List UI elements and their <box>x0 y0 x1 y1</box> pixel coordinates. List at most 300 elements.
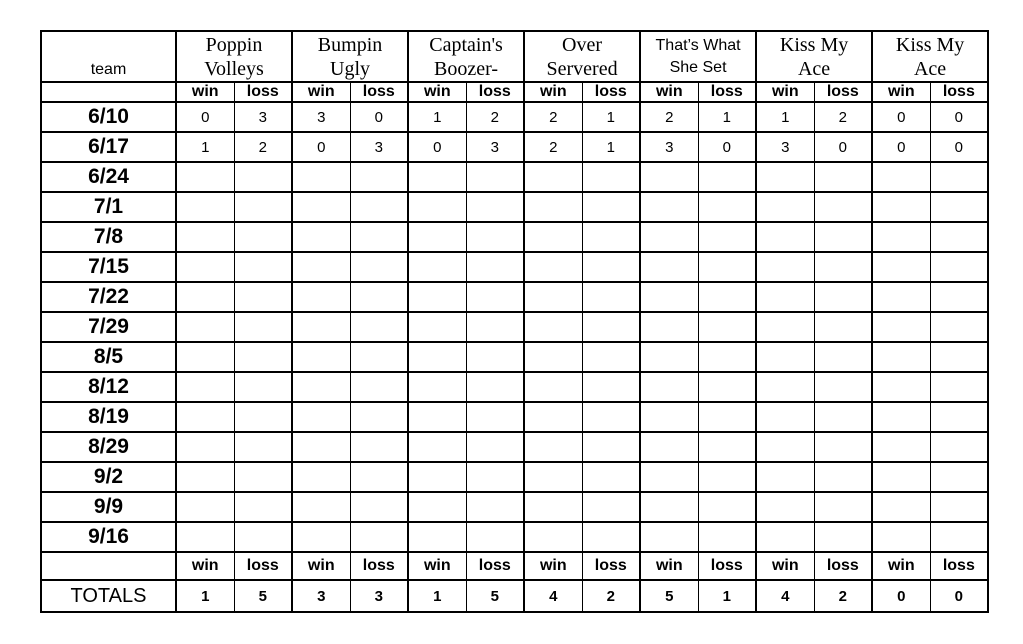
loss-cell[interactable] <box>930 402 988 432</box>
win-cell[interactable] <box>292 312 350 342</box>
win-column-header: win <box>640 82 698 102</box>
win-cell[interactable] <box>756 312 814 342</box>
week-date: 6/10 <box>41 102 176 132</box>
win-cell[interactable] <box>640 162 698 192</box>
loss-cell[interactable] <box>814 462 872 492</box>
win-column-header: win <box>756 552 814 580</box>
loss-cell[interactable] <box>466 222 524 252</box>
loss-cell[interactable] <box>930 192 988 222</box>
loss-cell[interactable] <box>698 222 756 252</box>
win-cell[interactable] <box>872 282 930 312</box>
loss-cell[interactable] <box>350 522 408 552</box>
loss-cell[interactable] <box>350 402 408 432</box>
loss-column-header: loss <box>350 82 408 102</box>
win-cell[interactable] <box>408 432 466 462</box>
win-cell[interactable] <box>524 462 582 492</box>
win-cell[interactable] <box>292 252 350 282</box>
win-cell[interactable] <box>756 462 814 492</box>
win-cell[interactable] <box>756 372 814 402</box>
loss-cell[interactable] <box>814 402 872 432</box>
loss-cell[interactable] <box>466 402 524 432</box>
win-cell[interactable] <box>524 372 582 402</box>
loss-cell[interactable] <box>930 372 988 402</box>
loss-cell[interactable] <box>930 312 988 342</box>
week-row <box>41 432 988 462</box>
loss-cell[interactable] <box>582 252 640 282</box>
loss-cell[interactable] <box>814 342 872 372</box>
win-cell[interactable] <box>292 222 350 252</box>
win-cell[interactable] <box>640 492 698 522</box>
win-cell[interactable] <box>292 372 350 402</box>
loss-cell[interactable] <box>466 342 524 372</box>
team-name-line: Kiss My <box>895 33 965 56</box>
team-name <box>177 33 291 81</box>
team-name <box>873 33 987 81</box>
win-cell[interactable] <box>872 462 930 492</box>
loss-cell[interactable] <box>814 432 872 462</box>
loss-cell[interactable] <box>698 372 756 402</box>
team-header-2 <box>292 31 408 82</box>
loss-cell[interactable] <box>814 312 872 342</box>
total-win-cell: 3 <box>292 580 350 612</box>
loss-cell[interactable] <box>930 252 988 282</box>
loss-cell[interactable] <box>698 402 756 432</box>
loss-column-header: loss <box>814 552 872 580</box>
standings-table <box>40 30 989 613</box>
win-cell[interactable] <box>872 162 930 192</box>
win-column-header: win <box>872 82 930 102</box>
win-cell[interactable] <box>408 192 466 222</box>
week-date: 8/5 <box>41 342 176 372</box>
win-cell[interactable] <box>408 252 466 282</box>
loss-cell[interactable] <box>350 342 408 372</box>
win-cell[interactable] <box>176 162 234 192</box>
win-cell[interactable] <box>292 162 350 192</box>
total-win-cell: 1 <box>176 580 234 612</box>
loss-column-header: loss <box>234 552 292 580</box>
team-name-line: Bumpin <box>317 33 383 56</box>
team-name <box>525 33 639 81</box>
loss-cell[interactable] <box>234 222 292 252</box>
win-cell[interactable] <box>640 192 698 222</box>
team-header-3 <box>408 31 524 82</box>
loss-cell[interactable] <box>582 402 640 432</box>
loss-cell[interactable] <box>582 342 640 372</box>
loss-cell[interactable]: 0 <box>814 132 872 162</box>
week-date: 7/8 <box>41 222 176 252</box>
win-cell[interactable] <box>640 402 698 432</box>
week-row <box>41 162 988 192</box>
week-date: 7/1 <box>41 192 176 222</box>
loss-cell[interactable] <box>930 162 988 192</box>
win-cell[interactable] <box>640 522 698 552</box>
win-cell[interactable] <box>408 372 466 402</box>
total-loss-cell: 5 <box>234 580 292 612</box>
win-cell[interactable] <box>640 282 698 312</box>
loss-cell[interactable] <box>814 522 872 552</box>
win-cell[interactable] <box>756 522 814 552</box>
win-column-header: win <box>408 82 466 102</box>
win-cell[interactable] <box>640 312 698 342</box>
loss-cell[interactable] <box>466 162 524 192</box>
week-date: 9/9 <box>41 492 176 522</box>
total-loss-cell: 3 <box>350 580 408 612</box>
team-name-line: Servered <box>546 57 618 80</box>
total-win-cell: 4 <box>524 580 582 612</box>
total-loss-cell: 5 <box>466 580 524 612</box>
week-row <box>41 522 988 552</box>
win-cell[interactable] <box>640 372 698 402</box>
win-cell[interactable] <box>640 222 698 252</box>
header-blank-cell <box>41 82 176 102</box>
win-cell[interactable] <box>176 432 234 462</box>
week-row <box>41 102 988 132</box>
loss-cell[interactable]: 1 <box>582 132 640 162</box>
win-cell[interactable] <box>408 462 466 492</box>
loss-cell[interactable] <box>466 432 524 462</box>
loss-cell[interactable]: 3 <box>234 102 292 132</box>
loss-column-header: loss <box>350 552 408 580</box>
loss-cell[interactable] <box>582 462 640 492</box>
loss-cell[interactable] <box>698 192 756 222</box>
win-cell[interactable] <box>756 432 814 462</box>
win-cell[interactable] <box>872 372 930 402</box>
loss-cell[interactable] <box>350 192 408 222</box>
loss-cell[interactable] <box>350 492 408 522</box>
loss-cell[interactable] <box>234 462 292 492</box>
week-row <box>41 222 988 252</box>
week-date: 9/16 <box>41 522 176 552</box>
win-column-header: win <box>292 82 350 102</box>
loss-cell[interactable] <box>234 372 292 402</box>
win-column-header: win <box>524 552 582 580</box>
loss-column-header: loss <box>582 82 640 102</box>
loss-column-header: loss <box>698 82 756 102</box>
total-loss-cell: 0 <box>930 580 988 612</box>
win-cell[interactable] <box>176 402 234 432</box>
win-cell[interactable] <box>524 342 582 372</box>
win-cell[interactable] <box>640 342 698 372</box>
team-name <box>409 33 523 81</box>
loss-cell[interactable] <box>582 312 640 342</box>
loss-cell[interactable] <box>350 372 408 402</box>
win-cell[interactable] <box>872 492 930 522</box>
loss-cell[interactable] <box>814 492 872 522</box>
loss-cell[interactable] <box>698 282 756 312</box>
week-row <box>41 192 988 222</box>
total-win-cell: 4 <box>756 580 814 612</box>
loss-column-header: loss <box>466 82 524 102</box>
loss-cell[interactable] <box>698 312 756 342</box>
total-loss-cell: 2 <box>582 580 640 612</box>
loss-cell[interactable]: 0 <box>930 102 988 132</box>
win-cell[interactable]: 0 <box>872 132 930 162</box>
loss-cell[interactable] <box>582 282 640 312</box>
loss-cell[interactable]: 0 <box>350 102 408 132</box>
win-cell[interactable] <box>524 282 582 312</box>
win-cell[interactable] <box>524 492 582 522</box>
loss-cell[interactable] <box>698 432 756 462</box>
win-cell[interactable] <box>756 162 814 192</box>
win-cell[interactable] <box>872 192 930 222</box>
loss-cell[interactable] <box>930 492 988 522</box>
loss-column-header: loss <box>930 552 988 580</box>
loss-cell[interactable] <box>234 282 292 312</box>
win-cell[interactable] <box>640 432 698 462</box>
win-cell[interactable] <box>292 492 350 522</box>
win-column-header: win <box>292 552 350 580</box>
loss-cell[interactable] <box>698 252 756 282</box>
win-cell[interactable] <box>292 402 350 432</box>
win-cell[interactable] <box>756 282 814 312</box>
win-cell[interactable] <box>872 402 930 432</box>
loss-cell[interactable] <box>930 342 988 372</box>
week-date: 7/29 <box>41 312 176 342</box>
win-cell[interactable]: 1 <box>176 132 234 162</box>
week-row <box>41 282 988 312</box>
win-column-header: win <box>756 82 814 102</box>
win-cell[interactable] <box>524 252 582 282</box>
loss-cell[interactable] <box>466 282 524 312</box>
week-row <box>41 492 988 522</box>
loss-cell[interactable] <box>930 522 988 552</box>
totals-label: TOTALS <box>41 580 176 612</box>
loss-cell[interactable] <box>466 372 524 402</box>
win-cell[interactable]: 0 <box>872 102 930 132</box>
win-column-header: win <box>176 82 234 102</box>
loss-cell[interactable] <box>814 192 872 222</box>
week-row <box>41 252 988 282</box>
team-name-line: She Set <box>669 58 727 76</box>
total-win-cell: 0 <box>872 580 930 612</box>
loss-cell[interactable] <box>234 492 292 522</box>
week-row <box>41 372 988 402</box>
team-header-5 <box>640 31 756 82</box>
loss-cell[interactable] <box>234 342 292 372</box>
loss-cell[interactable] <box>814 282 872 312</box>
loss-cell[interactable]: 1 <box>698 102 756 132</box>
win-cell[interactable] <box>756 252 814 282</box>
total-loss-cell: 1 <box>698 580 756 612</box>
loss-column-header: loss <box>466 552 524 580</box>
loss-cell[interactable] <box>698 522 756 552</box>
loss-cell[interactable] <box>234 162 292 192</box>
win-cell[interactable]: 2 <box>524 102 582 132</box>
win-column-header: win <box>524 82 582 102</box>
loss-cell[interactable] <box>582 492 640 522</box>
week-date: 9/2 <box>41 462 176 492</box>
loss-cell[interactable]: 3 <box>350 132 408 162</box>
win-cell[interactable] <box>524 522 582 552</box>
loss-cell[interactable] <box>350 162 408 192</box>
week-row <box>41 342 988 372</box>
win-cell[interactable] <box>524 222 582 252</box>
loss-cell[interactable]: 2 <box>234 132 292 162</box>
win-cell[interactable] <box>524 162 582 192</box>
win-cell[interactable] <box>176 372 234 402</box>
loss-cell[interactable] <box>698 342 756 372</box>
win-cell[interactable] <box>524 312 582 342</box>
win-cell[interactable] <box>872 342 930 372</box>
loss-cell[interactable] <box>350 462 408 492</box>
loss-cell[interactable] <box>582 432 640 462</box>
loss-cell[interactable] <box>814 252 872 282</box>
win-cell[interactable] <box>408 492 466 522</box>
win-cell[interactable] <box>176 222 234 252</box>
loss-cell[interactable] <box>466 252 524 282</box>
win-cell[interactable] <box>524 402 582 432</box>
loss-cell[interactable] <box>582 222 640 252</box>
win-cell[interactable]: 0 <box>292 132 350 162</box>
loss-cell[interactable] <box>350 282 408 312</box>
win-cell[interactable] <box>408 342 466 372</box>
loss-cell[interactable] <box>466 462 524 492</box>
loss-cell[interactable]: 0 <box>698 132 756 162</box>
win-cell[interactable] <box>408 312 466 342</box>
loss-cell[interactable] <box>466 312 524 342</box>
total-win-cell: 1 <box>408 580 466 612</box>
loss-cell[interactable]: 2 <box>466 102 524 132</box>
win-cell[interactable] <box>176 252 234 282</box>
win-cell[interactable] <box>524 432 582 462</box>
loss-cell[interactable] <box>698 462 756 492</box>
loss-cell[interactable] <box>350 252 408 282</box>
team-header-7 <box>872 31 988 82</box>
win-cell[interactable] <box>292 522 350 552</box>
win-column-header: win <box>872 552 930 580</box>
win-cell[interactable]: 3 <box>292 102 350 132</box>
win-cell[interactable] <box>872 222 930 252</box>
win-cell[interactable] <box>756 342 814 372</box>
team-name-line: Captain's <box>429 33 503 56</box>
win-column-header: win <box>640 552 698 580</box>
week-date: 8/12 <box>41 372 176 402</box>
loss-cell[interactable] <box>930 282 988 312</box>
win-cell[interactable] <box>756 192 814 222</box>
win-cell[interactable] <box>176 522 234 552</box>
win-cell[interactable] <box>640 462 698 492</box>
loss-cell[interactable]: 2 <box>814 102 872 132</box>
win-cell[interactable] <box>408 282 466 312</box>
team-name-line: Boozer- <box>434 57 499 80</box>
win-cell[interactable] <box>292 462 350 492</box>
win-cell[interactable] <box>756 222 814 252</box>
loss-cell[interactable] <box>814 162 872 192</box>
loss-cell[interactable] <box>930 462 988 492</box>
win-column-header: win <box>176 552 234 580</box>
loss-cell[interactable] <box>582 372 640 402</box>
loss-cell[interactable] <box>582 162 640 192</box>
week-date: 6/17 <box>41 132 176 162</box>
loss-cell[interactable] <box>466 522 524 552</box>
loss-cell[interactable] <box>234 312 292 342</box>
loss-cell[interactable] <box>930 432 988 462</box>
win-cell[interactable] <box>176 462 234 492</box>
loss-cell[interactable] <box>814 372 872 402</box>
loss-cell[interactable] <box>234 402 292 432</box>
team-name-line: That’s What <box>655 36 741 54</box>
win-cell[interactable] <box>176 342 234 372</box>
week-date: 8/29 <box>41 432 176 462</box>
win-cell[interactable] <box>176 282 234 312</box>
week-row <box>41 402 988 432</box>
week-row <box>41 312 988 342</box>
loss-cell[interactable] <box>350 222 408 252</box>
loss-cell[interactable] <box>234 252 292 282</box>
win-cell[interactable]: 1 <box>408 102 466 132</box>
totals-row <box>41 580 988 612</box>
team-name <box>757 33 871 81</box>
win-cell[interactable] <box>292 342 350 372</box>
total-loss-cell: 2 <box>814 580 872 612</box>
win-cell[interactable] <box>176 192 234 222</box>
loss-cell[interactable] <box>930 222 988 252</box>
week-row <box>41 132 988 162</box>
win-cell[interactable]: 2 <box>640 102 698 132</box>
team-name-line: Ace <box>797 57 831 80</box>
loss-cell[interactable]: 3 <box>466 132 524 162</box>
win-cell[interactable]: 1 <box>756 102 814 132</box>
win-cell[interactable] <box>872 522 930 552</box>
loss-cell[interactable] <box>350 312 408 342</box>
win-cell[interactable]: 0 <box>408 132 466 162</box>
win-cell[interactable]: 0 <box>176 102 234 132</box>
win-cell[interactable]: 3 <box>756 132 814 162</box>
win-cell[interactable] <box>292 282 350 312</box>
win-cell[interactable] <box>292 192 350 222</box>
win-cell[interactable]: 3 <box>640 132 698 162</box>
loss-cell[interactable] <box>466 492 524 522</box>
loss-column-header: loss <box>930 82 988 102</box>
win-cell[interactable] <box>756 492 814 522</box>
loss-cell[interactable] <box>698 162 756 192</box>
loss-cell[interactable] <box>350 432 408 462</box>
loss-cell[interactable] <box>234 432 292 462</box>
loss-cell[interactable] <box>466 192 524 222</box>
loss-cell[interactable]: 0 <box>930 132 988 162</box>
loss-cell[interactable] <box>814 222 872 252</box>
win-cell[interactable] <box>756 402 814 432</box>
win-cell[interactable] <box>524 192 582 222</box>
loss-cell[interactable] <box>234 192 292 222</box>
total-win-cell: 5 <box>640 580 698 612</box>
win-cell[interactable] <box>176 312 234 342</box>
team-name-line: Volleys <box>204 57 264 80</box>
win-cell[interactable] <box>176 492 234 522</box>
team-name-line: Ugly <box>330 57 371 80</box>
loss-cell[interactable] <box>234 522 292 552</box>
win-cell[interactable] <box>292 432 350 462</box>
win-cell[interactable] <box>640 252 698 282</box>
team-name <box>641 35 755 79</box>
loss-cell[interactable]: 1 <box>582 102 640 132</box>
week-date: 6/24 <box>41 162 176 192</box>
win-cell[interactable] <box>408 402 466 432</box>
loss-cell[interactable] <box>698 492 756 522</box>
win-cell[interactable] <box>408 162 466 192</box>
win-cell[interactable] <box>872 312 930 342</box>
win-cell[interactable] <box>408 222 466 252</box>
loss-cell[interactable] <box>582 192 640 222</box>
team-header-6 <box>756 31 872 82</box>
team-name-line: Ace <box>913 57 947 80</box>
win-cell[interactable] <box>408 522 466 552</box>
win-cell[interactable]: 2 <box>524 132 582 162</box>
loss-column-header: loss <box>234 82 292 102</box>
win-cell[interactable] <box>872 432 930 462</box>
loss-cell[interactable] <box>582 522 640 552</box>
win-cell[interactable] <box>872 252 930 282</box>
